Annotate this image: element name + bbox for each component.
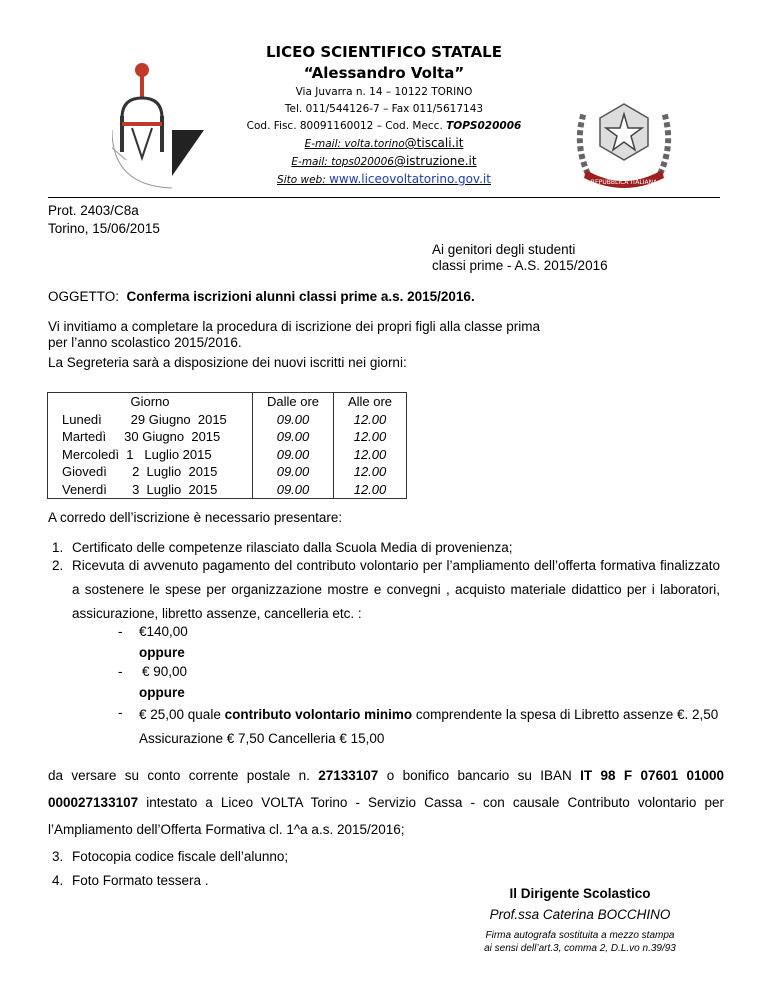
recipient-line-2: classi prime - A.S. 2015/2016 [432, 258, 608, 273]
protocol-number: Prot. 2403/C8a [48, 203, 139, 218]
email-line-2[interactable]: E-mail: tops020006@istruzione.it [291, 154, 477, 168]
or-label-1: oppure [139, 645, 185, 660]
to-cell: 12.00 [353, 481, 387, 497]
contribution-option-1: - [118, 624, 123, 639]
day-cell: Venerdì 3 Luglio 2015 [62, 481, 218, 497]
to-cell: 12.00 [353, 411, 387, 427]
from-cell: 09.00 [276, 481, 310, 497]
contribution-option-3: - [118, 705, 123, 720]
recipient-line-1: Ai genitori degli studenti [432, 242, 576, 257]
signature-note-1: Firma autografa sostituita a mezzo stampa [485, 930, 675, 941]
or-label-2: oppure [139, 685, 185, 700]
to-column [334, 393, 407, 499]
to-cell: 12.00 [353, 446, 387, 462]
emblem-banner-text: REPUBBLICA ITALIANA [590, 179, 658, 186]
day-cell: Martedì 30 Giugno 2015 [62, 429, 221, 444]
signature-title: Il Dirigente Scolastico [509, 886, 651, 901]
subject-label: OGGETTO: [48, 289, 120, 304]
contribution-amount-2: € 90,00 [142, 664, 188, 679]
requirement-item-1: 1. Certificato delle competenze rilasciato dalla Scuola Media di provenienza; [52, 540, 513, 555]
school-name: LICEO SCIENTIFICO STATALE [266, 43, 502, 61]
signature-block [440, 884, 720, 955]
school-phone: Tel. 011/544126-7 – Fax 011/5617143 [284, 103, 484, 115]
to-cell: 12.00 [353, 429, 387, 444]
subject-text: Conferma iscrizioni alunni classi prime a.s. 2015/2016. [126, 289, 475, 304]
day-cell: Giovedì 2 Luglio 2015 [62, 464, 218, 479]
day-cell: Lunedì 29 Giugno 2015 [62, 411, 227, 427]
payment-instructions: da versare su conto corrente postale n. 27133107 o bonifico bancario su IBAN IT 98 F 07601 01000 000027133107 intestato a Liceo VOLTA Torino - Servizio Cassa - con causale Contributo volontario per l’Ampliamento dell’Offerta Formativa cl. 1^a a.s. 2015/2016; [48, 768, 725, 837]
day-header: Giorno [130, 394, 170, 409]
requirement-item-2: 2. Ricevuta di avvenuto pagamento del contributo volontario per l’ampliamento dell’offerta formativa finalizzato a sostenere le spese per organizzazione mostre e convegni , acquisto materiale didattico per i laboratori, assicurazione, libretto assenze, cancelleria etc. : [52, 558, 720, 621]
intro-line-2: per l’anno scolastico 2015/2016. [48, 335, 242, 350]
signature-name: Prof.ssa Caterina BOCCHINO [489, 907, 671, 922]
letterhead [0, 42, 768, 189]
day-cell: Mercoledì 1 Luglio 2015 [62, 446, 212, 462]
place-date: Torino, 15/06/2015 [48, 221, 160, 236]
to-header: Alle ore [347, 394, 393, 409]
from-cell: 09.00 [276, 429, 310, 444]
signature-note-2: ai sensi dell’art.3, comma 2, D.L.vo n.39/93 [484, 943, 676, 954]
school-address: Via Juvarra n. 14 – 10122 TORINO [295, 86, 473, 98]
requirements-intro: A corredo dell’iscrizione è necessario presentare: [48, 510, 343, 525]
contribution-option-2: - [118, 664, 123, 679]
from-cell: 09.00 [276, 411, 310, 427]
from-column [253, 393, 334, 499]
intro-line-3: La Segreteria sarà a disposizione dei nuovi iscritti nei giorni: [48, 355, 407, 370]
website-line[interactable]: Sito web: www.liceovoltatorino.gov.it [277, 172, 491, 186]
requirement-item-3: 3. Fotocopia codice fiscale dell’alunno; [52, 849, 289, 864]
from-cell: 09.00 [276, 464, 310, 479]
to-cell: 12.00 [353, 464, 387, 479]
schedule-table [47, 392, 407, 499]
contribution-amount-1: €140,00 [139, 624, 188, 639]
school-dedication: “Alessandro Volta” [303, 64, 465, 82]
subject-line [48, 288, 475, 306]
day-column [48, 393, 253, 499]
from-cell: 09.00 [276, 446, 310, 462]
school-codes: Cod. Fisc. 80091160012 – Cod. Mecc. TOPS020006 [246, 120, 522, 132]
intro-line-1: Vi invitiamo a completare la procedura di iscrizione dei propri figli alla classe prima [48, 319, 540, 334]
header-divider [48, 197, 720, 198]
requirement-item-4: 4. Foto Formato tessera . [52, 873, 209, 888]
contribution-amount-3: € 25,00 quale contributo volontario minimo comprendente la spesa di Libretto assenze €. 2,50 Assicurazione € 7,50 Cancelleria € 15,00 [139, 707, 719, 746]
email-line-1[interactable]: E-mail: volta.torino@tiscali.it [304, 136, 464, 150]
from-header: Dalle ore [266, 394, 320, 409]
